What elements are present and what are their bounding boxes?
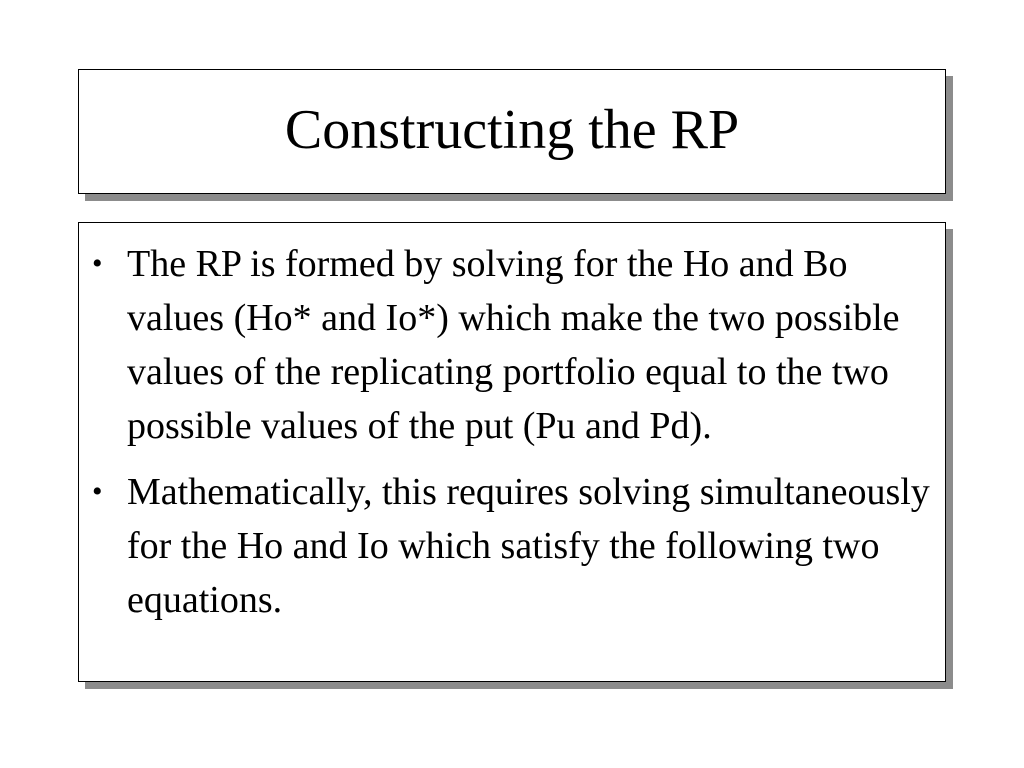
body-box: [78, 222, 946, 682]
title-box: [78, 69, 946, 194]
slide-title: Constructing the RP: [284, 98, 740, 161]
bullet-item: [79, 237, 931, 453]
bullet-text: The RP is formed by solving for the Ho and Bo values (Ho* and Io*) which make the two possible values of the replicating portfolio equal to the two possible values of the put (Pu and Pd).: [127, 243, 900, 447]
bullet-marker: •: [92, 475, 103, 508]
bullet-text: Mathematically, this requires solving simultaneously for the Ho and Io which satisfy the following two equations.: [127, 471, 930, 621]
bullet-marker: •: [92, 247, 103, 280]
bullet-list: [79, 223, 945, 627]
bullet-item: [79, 465, 931, 627]
